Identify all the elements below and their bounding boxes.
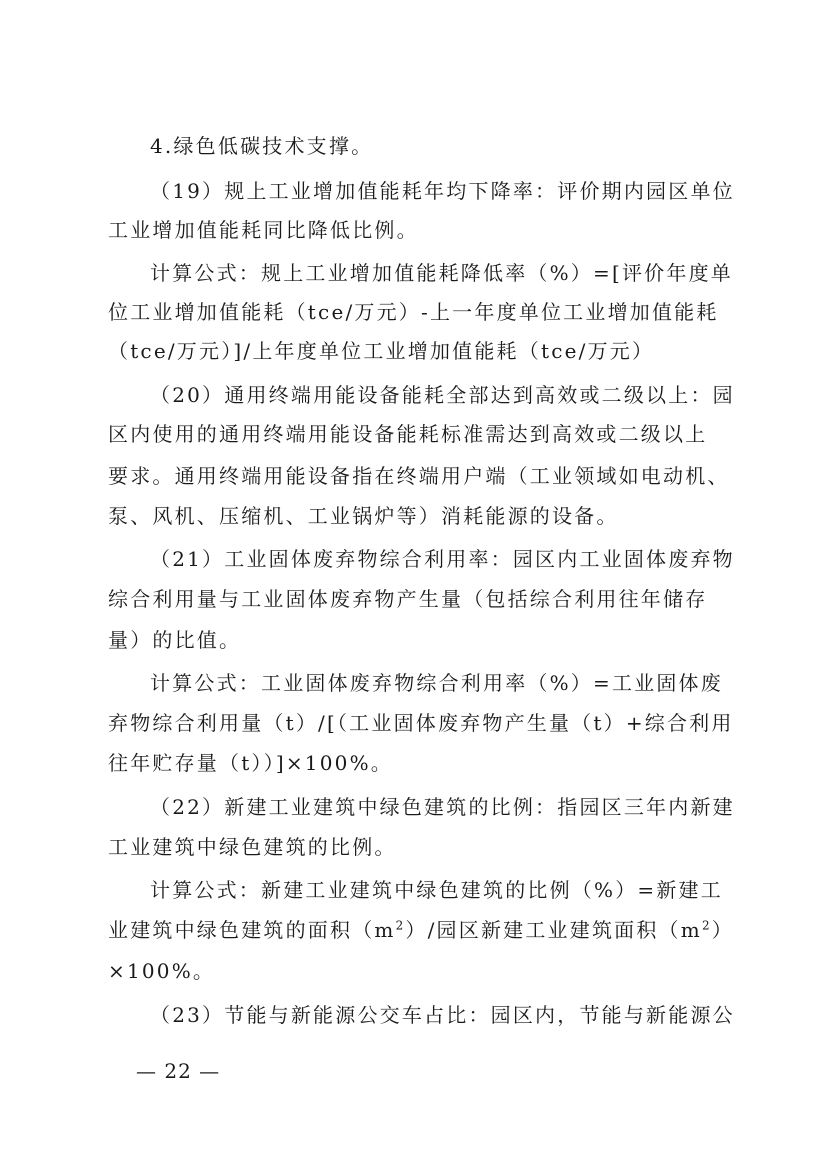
- formula-line: ×100%。: [108, 959, 216, 983]
- paragraph-line: （22）新建工业建筑中绿色建筑的比例：指园区三年内新建: [150, 795, 735, 819]
- formula-line: 计算公式：新建工业建筑中绿色建筑的比例（%）=新建工: [150, 878, 723, 902]
- paragraph-line: （20）通用终端用能设备能耗全部达到高效或二级以上：园: [150, 383, 735, 407]
- paragraph-line: 综合利用量与工业固体废弃物产生量（包括综合利用往年储存: [108, 587, 708, 611]
- page-number: — 22 —: [136, 1059, 221, 1083]
- formula-line-superscript: [108, 915, 734, 945]
- formula-line: （tce/万元）]/上年度单位工业增加值能耗（tce/万元）: [108, 339, 655, 363]
- paragraph-line: 区内使用的通用终端用能设备能耗标准需达到高效或二级以上: [108, 422, 708, 446]
- formula-line: 计算公式：工业固体废弃物综合利用率（%）=工业固体废: [150, 671, 723, 695]
- paragraph-line: 工业建筑中绿色建筑的比例。: [108, 835, 397, 859]
- formula-line: 计算公式：规上工业增加值能耗降低率（%）=[评价年度单: [150, 261, 733, 285]
- formula-line: 往年贮存量（t））]×100%。: [108, 751, 393, 775]
- paragraph-line: （19）规上工业增加值能耗年均下降率：评价期内园区单位: [150, 179, 735, 203]
- formula-text: ）: [711, 918, 734, 942]
- superscript: 2: [701, 918, 712, 933]
- formula-line: 位工业增加值能耗（tce/万元）-上一年度单位工业增加值能耗: [108, 300, 719, 324]
- superscript: 2: [395, 918, 406, 933]
- paragraph-line: （23）节能与新能源公交车占比：园区内，节能与新能源公: [150, 1003, 735, 1027]
- paragraph-line: 工业增加值能耗同比降低比例。: [108, 218, 419, 242]
- paragraph-line: 泵、风机、压缩机、工业锅炉等）消耗能源的设备。: [108, 504, 619, 528]
- paragraph-line: 量）的比值。: [108, 628, 242, 652]
- formula-text: ）/园区新建工业建筑面积（m: [405, 918, 702, 942]
- section-heading: 4.绿色低碳技术支撑。: [150, 134, 374, 158]
- paragraph-line: 要求。通用终端用能设备指在终端用户端（工业领域如电动机、: [108, 464, 730, 488]
- formula-text: 业建筑中绿色建筑的面积（m: [108, 918, 396, 942]
- paragraph-line: （21）工业固体废弃物综合利用率：园区内工业固体废弃物: [150, 547, 735, 571]
- formula-line: 弃物综合利用量（t）/[（工业固体废弃物产生量（t）+综合利用: [108, 711, 734, 735]
